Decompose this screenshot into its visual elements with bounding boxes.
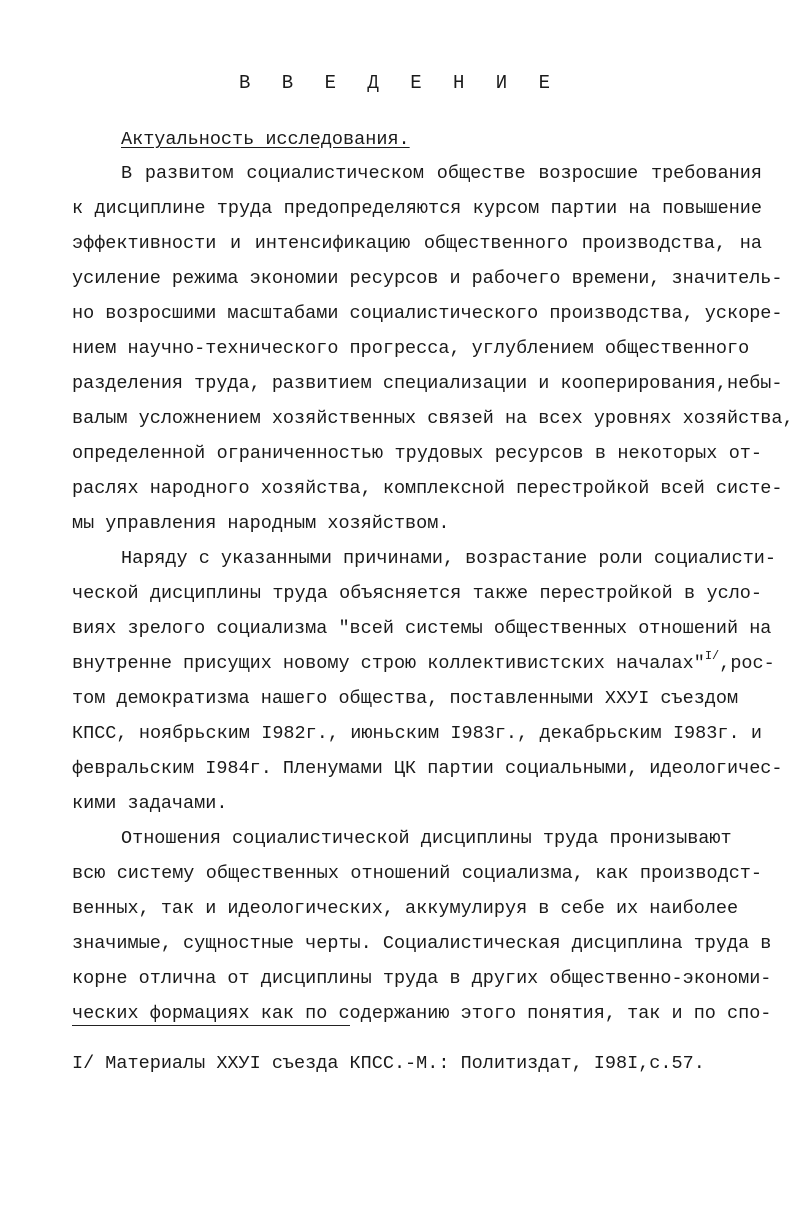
footnote-divider bbox=[72, 1025, 350, 1026]
footnote-mark: I/ bbox=[704, 649, 720, 663]
text-line: кими задачами. bbox=[72, 793, 228, 814]
line-continuation: ,рос- bbox=[719, 653, 775, 674]
text-line: усиление режима экономии ресурсов и рабочего времени, значитель- bbox=[72, 268, 783, 289]
page-title: В В Е Д Е Н И Е bbox=[238, 72, 561, 94]
text-line: валым усложнением хозяйственных связей на всех уровнях хозяйства, bbox=[72, 408, 794, 429]
quote-text: внутренне присущих новому строю коллективистских началах" bbox=[72, 653, 705, 674]
text-line: раслях народного хозяйства, комплексной перестройкой всей систе- bbox=[72, 478, 783, 499]
text-line: венных, так и идеологических, аккумулируя в себе их наиболее bbox=[72, 898, 739, 919]
text-line: ческой дисциплины труда объясняется также перестройкой в усло- bbox=[72, 583, 762, 604]
text-line: мы управления народным хозяйством. bbox=[72, 513, 450, 534]
text-line bbox=[72, 649, 775, 678]
text-line: нием научно-технического прогресса, углублением общественного bbox=[72, 338, 750, 359]
text-line: Наряду с указанными причинами, возрастание роли социалисти- bbox=[121, 548, 777, 569]
text-line: разделения труда, развитием специализации и кооперирования,небы- bbox=[72, 373, 783, 394]
text-line: определенной ограниченностью трудовых ресурсов в некоторых от- bbox=[72, 443, 762, 464]
text-line: всю систему общественных отношений социализма, как производст- bbox=[72, 863, 762, 884]
text-line: ческих формациях как по содержанию этого понятия, так и по спо- bbox=[72, 1003, 772, 1024]
section-heading: Актуальность исследования. bbox=[121, 129, 410, 150]
footnote: I/ Материалы ХХУI съезда КПСС.-М.: Политиздат, I98I,с.57. bbox=[72, 1053, 705, 1074]
text-line: КПСС, ноябрьским I982г., июньским I983г., декабрьским I983г. и bbox=[72, 723, 762, 744]
text-line: Отношения социалистической дисциплины труда пронизывают bbox=[121, 828, 732, 849]
text-line: том демократизма нашего общества, поставленными ХХУI съездом bbox=[72, 688, 739, 709]
text-line: корне отлична от дисциплины труда в других общественно-экономи- bbox=[72, 968, 772, 989]
text-line: к дисциплине труда предопределяются курсом партии на повышение bbox=[72, 198, 762, 219]
text-line: но возросшими масштабами социалистического производства, ускоре- bbox=[72, 303, 783, 324]
text-line: В развитом социалистическом обществе возросшие требования bbox=[121, 163, 762, 184]
text-line: виях зрелого социализма "всей системы общественных отношений на bbox=[72, 618, 772, 639]
text-line: значимые, сущностные черты. Социалистическая дисциплина труда в bbox=[72, 933, 772, 954]
text-line: февральским I984г. Пленумами ЦК партии социальными, идеологичес- bbox=[72, 758, 783, 779]
text-line: эффективности и интенсификацию общественного производства, на bbox=[72, 233, 762, 254]
